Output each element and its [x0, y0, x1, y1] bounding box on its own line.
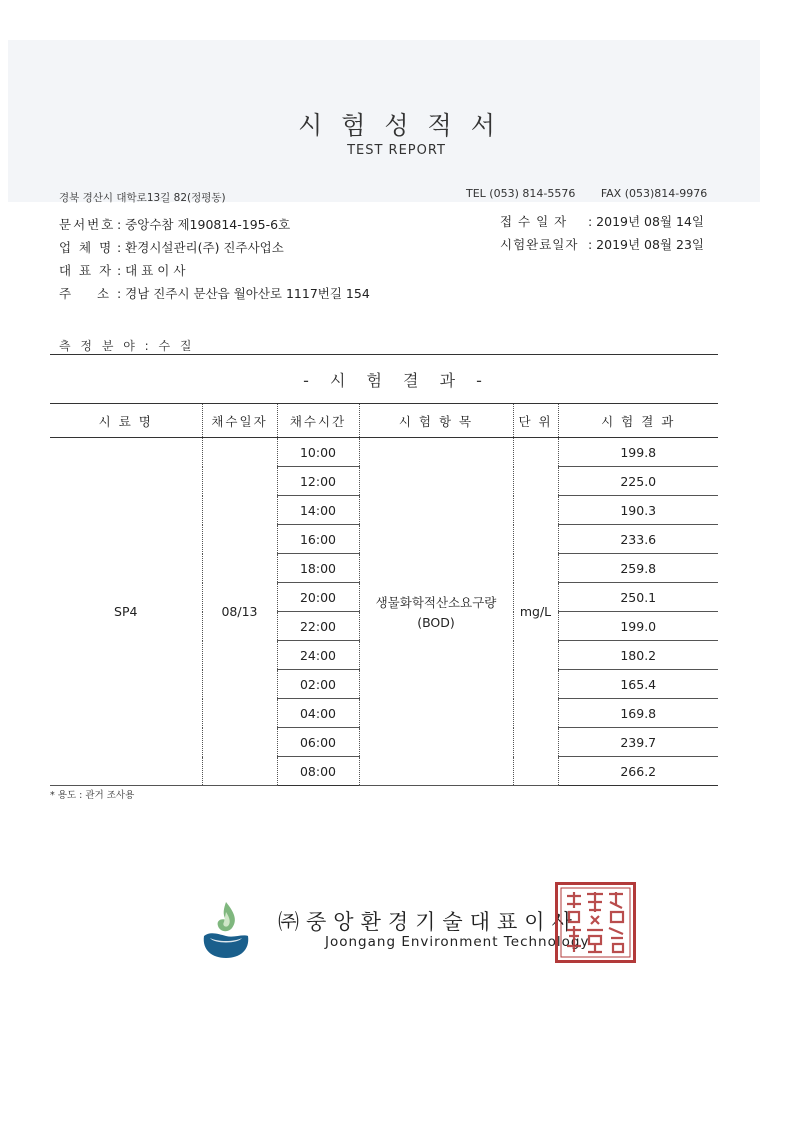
usage-note: * 용도 : 관거 조사용: [50, 790, 135, 801]
result-cell: 233.6: [558, 525, 718, 554]
result-cell: 266.2: [558, 757, 718, 786]
company-value: : 환경시설관리(주) 진주사업소: [117, 240, 284, 255]
result-cell: 250.1: [558, 583, 718, 612]
company-name-korean: ㈜중앙환경기술대표이사: [278, 910, 579, 934]
time-cell: 24:00: [277, 641, 359, 670]
table-row: [50, 438, 718, 467]
issuer-tel: TEL (053) 814-5576: [466, 187, 576, 200]
header-time: 채수시간: [277, 404, 359, 438]
result-cell: 199.0: [558, 612, 718, 641]
company-row: [59, 236, 370, 259]
test-item-cell: [359, 438, 513, 786]
time-cell: 08:00: [277, 757, 359, 786]
completed-date-row: [500, 233, 704, 256]
dates-info: [500, 210, 704, 256]
time-cell: 14:00: [277, 496, 359, 525]
time-cell: 12:00: [277, 467, 359, 496]
result-cell: 165.4: [558, 670, 718, 699]
document-subtitle: TEST REPORT: [347, 143, 446, 158]
table-header-row: [50, 404, 718, 438]
company-seal-icon: [555, 882, 636, 963]
issuer-contact: [466, 187, 729, 200]
completed-date-value: : 2019년 08월 23일: [588, 237, 704, 252]
document-title: 시험성적서: [298, 111, 514, 140]
company-label: 업 체 명: [59, 240, 114, 255]
doc-number-value: : 중앙수참 제190814-195-6호: [117, 217, 291, 232]
result-cell: 190.3: [558, 496, 718, 525]
time-cell: 10:00: [277, 438, 359, 467]
address-value: : 경남 진주시 문산읍 월아산로 1117번길 154: [117, 286, 370, 301]
issuer-fax: FAX (053)814-9976: [600, 187, 708, 200]
representative-row: [59, 259, 370, 282]
result-cell: 225.0: [558, 467, 718, 496]
result-cell: 169.8: [558, 699, 718, 728]
completed-date-label: 시험완료일자: [500, 237, 579, 252]
measurement-field: 측 정 분 야 : 수 질: [59, 339, 195, 353]
header-date: 채수일자: [202, 404, 277, 438]
representative-label: 대 표 자: [59, 263, 114, 278]
address-row: [59, 282, 370, 305]
company-logo-icon: [200, 898, 252, 960]
company-name-english: Joongang Environment Technology: [325, 934, 590, 950]
header-item: 시 험 항 목: [359, 404, 513, 438]
header-result: 시 험 결 과: [558, 404, 718, 438]
address-label: 주 소: [59, 286, 112, 301]
time-cell: 04:00: [277, 699, 359, 728]
time-cell: 16:00: [277, 525, 359, 554]
results-table: [50, 403, 718, 786]
result-cell: 180.2: [558, 641, 718, 670]
doc-number-row: [59, 213, 370, 236]
client-info: [59, 213, 370, 305]
received-date-value: : 2019년 08월 14일: [588, 214, 704, 229]
time-cell: 06:00: [277, 728, 359, 757]
unit-cell: mg/L: [513, 438, 558, 786]
time-cell: 20:00: [277, 583, 359, 612]
header-sample: 시 료 명: [50, 404, 202, 438]
time-cell: 22:00: [277, 612, 359, 641]
time-cell: 18:00: [277, 554, 359, 583]
received-date-label: 접 수 일 자: [500, 214, 568, 229]
test-item-code: (BOD): [417, 615, 455, 630]
date-cell: 08/13: [202, 438, 277, 786]
result-cell: 239.7: [558, 728, 718, 757]
representative-value: : 대 표 이 사: [117, 263, 186, 278]
result-cell: 259.8: [558, 554, 718, 583]
time-cell: 02:00: [277, 670, 359, 699]
doc-number-label: 문서번호: [59, 217, 116, 232]
header-unit: 단 위: [513, 404, 558, 438]
issuer-address: 경북 경산시 대학로13길 82(정평동): [59, 192, 226, 204]
results-title: - 시 험 결 과 -: [303, 371, 490, 390]
sample-cell: SP4: [50, 438, 202, 786]
section-divider: [50, 354, 718, 355]
received-date-row: [500, 210, 704, 233]
result-cell: 199.8: [558, 438, 718, 467]
test-item-name: 생물화학적산소요구량: [375, 595, 497, 610]
